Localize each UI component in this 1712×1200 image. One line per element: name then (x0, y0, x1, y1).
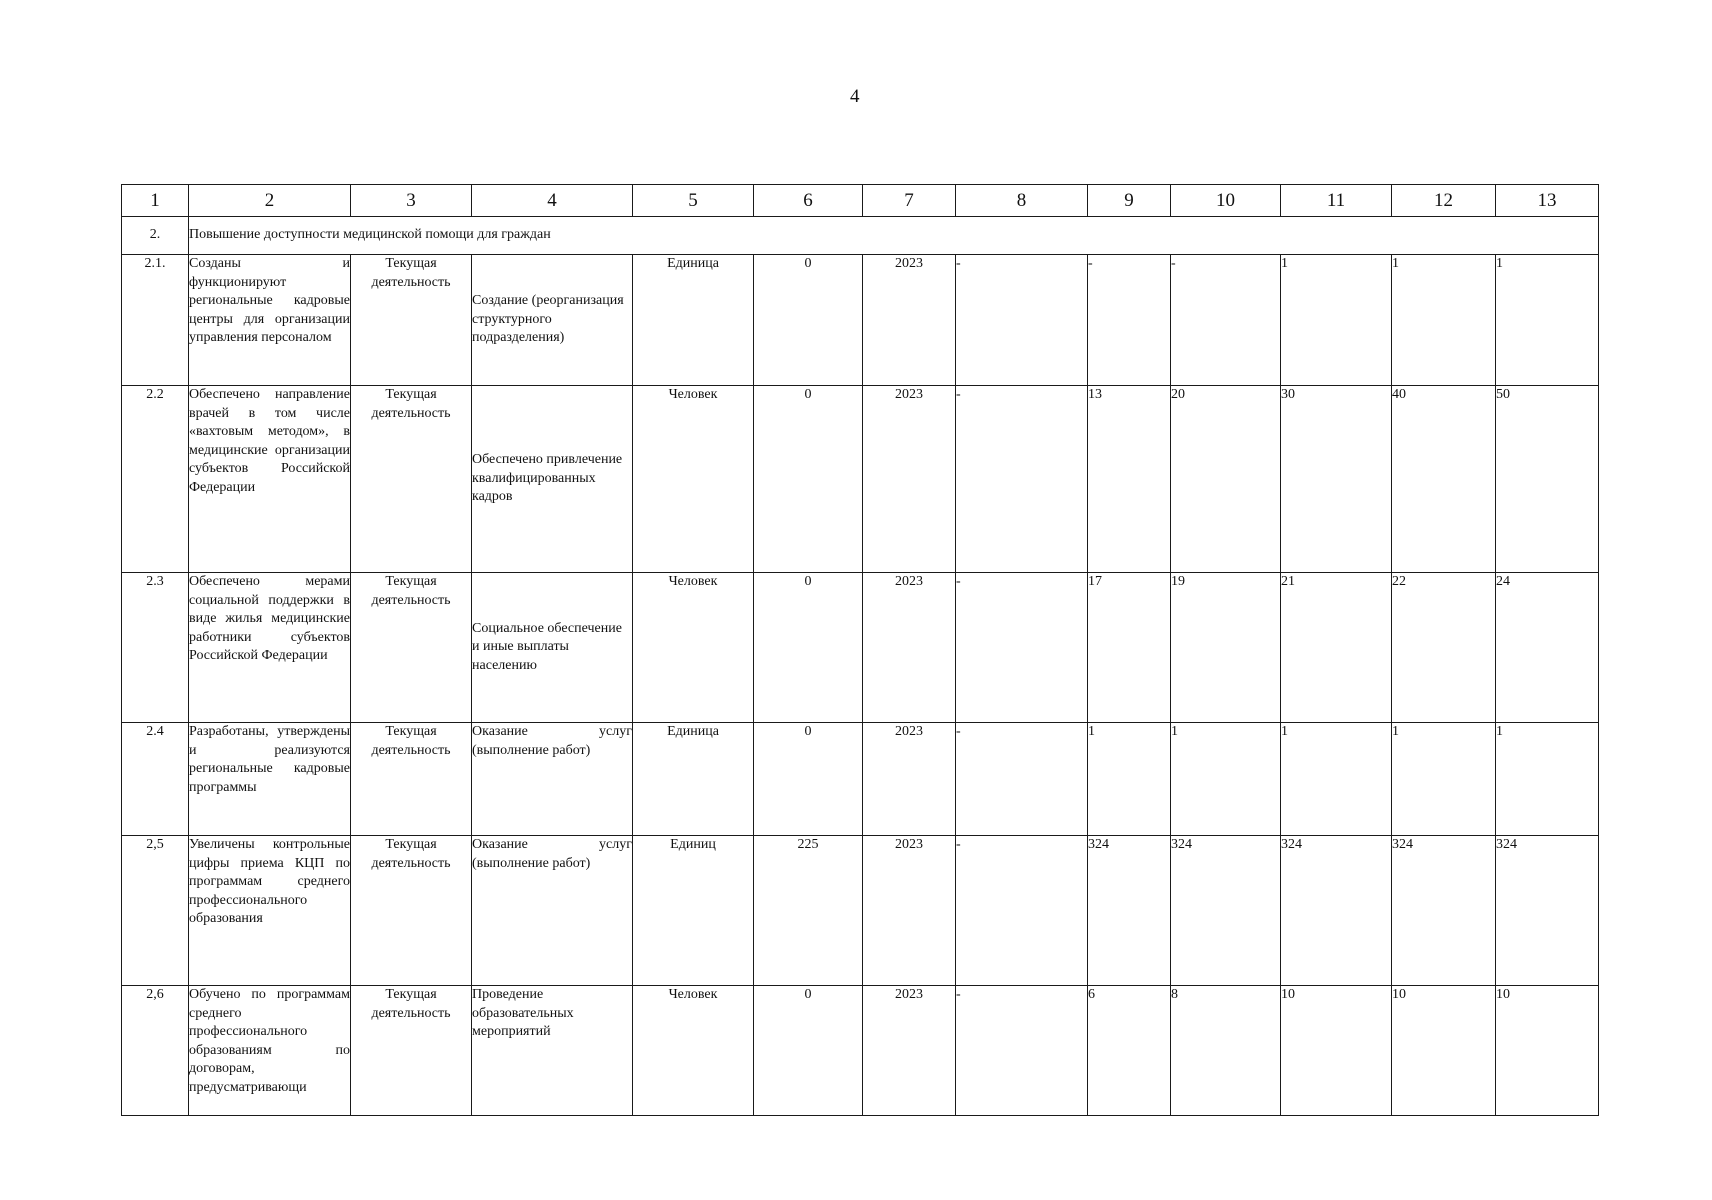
base-year: 2023 (863, 386, 956, 573)
value-cell: 1 (1281, 255, 1392, 386)
value-cell: 17 (1088, 573, 1171, 723)
value-cell: 1 (1392, 723, 1496, 836)
result-name: Разработаны, утверждены и реализуются региональные кадровые программы (189, 723, 351, 836)
value-cell: 30 (1281, 386, 1392, 573)
page-number: 4 (850, 86, 860, 107)
column-header: 5 (633, 185, 754, 217)
base-value: 0 (754, 255, 863, 386)
row-number: 2.1. (122, 255, 189, 386)
result-type: Оказание услуг (выполнение работ) (472, 836, 633, 986)
row-number: 2,6 (122, 986, 189, 1116)
column-header: 2 (189, 185, 351, 217)
unit: Человек (633, 386, 754, 573)
value-cell: 324 (1088, 836, 1171, 986)
base-year: 2023 (863, 573, 956, 723)
value-cell: 10 (1392, 986, 1496, 1116)
table-row (122, 986, 1599, 1116)
base-year: 2023 (863, 986, 956, 1116)
value-cell: 50 (1496, 386, 1599, 573)
column-header: 4 (472, 185, 633, 217)
value-cell: 40 (1392, 386, 1496, 573)
value-cell: - (956, 723, 1088, 836)
table-row (122, 386, 1599, 573)
value-cell: 1 (1496, 255, 1599, 386)
value-cell: - (1088, 255, 1171, 386)
result-name: Увеличены контрольные цифры приема КЦП по программам среднего профессионального образования (189, 836, 351, 986)
column-header: 12 (1392, 185, 1496, 217)
row-number: 2.2 (122, 386, 189, 573)
activity-type: Текущая деятельность (351, 836, 472, 986)
unit: Единиц (633, 836, 754, 986)
value-cell: 19 (1171, 573, 1281, 723)
table-row (122, 255, 1599, 386)
base-value: 0 (754, 573, 863, 723)
value-cell: 10 (1496, 986, 1599, 1116)
value-cell: 10 (1281, 986, 1392, 1116)
column-header: 7 (863, 185, 956, 217)
section-number: 2. (122, 217, 189, 255)
column-header: 1 (122, 185, 189, 217)
unit: Единица (633, 255, 754, 386)
value-cell: 21 (1281, 573, 1392, 723)
value-cell: 324 (1171, 836, 1281, 986)
value-cell: 24 (1496, 573, 1599, 723)
value-cell: - (956, 255, 1088, 386)
indicators-table (121, 184, 1599, 1116)
column-header: 9 (1088, 185, 1171, 217)
value-cell: - (956, 386, 1088, 573)
value-cell: 1 (1171, 723, 1281, 836)
section-title: Повышение доступности медицинской помощи для граждан (189, 217, 1599, 255)
base-value: 0 (754, 986, 863, 1116)
table-row (122, 573, 1599, 723)
column-number-row (122, 185, 1599, 217)
value-cell: - (956, 573, 1088, 723)
value-cell: 1 (1088, 723, 1171, 836)
column-header: 6 (754, 185, 863, 217)
result-type: Оказание услуг (выполнение работ) (472, 723, 633, 836)
activity-type: Текущая деятельность (351, 986, 472, 1116)
column-header: 3 (351, 185, 472, 217)
result-type: Обеспечено привлечение квалифицированных кадров (472, 386, 633, 573)
activity-type: Текущая деятельность (351, 386, 472, 573)
result-name: Обучено по программам среднего профессионального образованиям по договорам, предусматривающи (189, 986, 351, 1116)
result-type: Создание (реорганизация структурного подразделения) (472, 255, 633, 386)
unit: Человек (633, 573, 754, 723)
activity-type: Текущая деятельность (351, 573, 472, 723)
base-year: 2023 (863, 255, 956, 386)
column-header: 10 (1171, 185, 1281, 217)
value-cell: 324 (1281, 836, 1392, 986)
result-type: Социальное обеспечение и иные выплаты населению (472, 573, 633, 723)
value-cell: - (956, 986, 1088, 1116)
value-cell: - (956, 836, 1088, 986)
value-cell: 324 (1392, 836, 1496, 986)
base-year: 2023 (863, 723, 956, 836)
value-cell: - (1171, 255, 1281, 386)
column-header: 13 (1496, 185, 1599, 217)
result-name: Обеспечено направление врачей в том числе «вахтовым методом», в медицинские организации субъектов Российской Федерации (189, 386, 351, 573)
row-number: 2.3 (122, 573, 189, 723)
value-cell: 324 (1496, 836, 1599, 986)
value-cell: 22 (1392, 573, 1496, 723)
unit: Человек (633, 986, 754, 1116)
value-cell: 1 (1281, 723, 1392, 836)
value-cell: 1 (1392, 255, 1496, 386)
result-type: Проведение образовательных мероприятий (472, 986, 633, 1116)
base-value: 0 (754, 723, 863, 836)
value-cell: 1 (1496, 723, 1599, 836)
base-year: 2023 (863, 836, 956, 986)
result-name: Созданы и функционируют региональные кадровые центры для организации управления персоналом (189, 255, 351, 386)
unit: Единица (633, 723, 754, 836)
value-cell: 8 (1171, 986, 1281, 1116)
row-number: 2,5 (122, 836, 189, 986)
activity-type: Текущая деятельность (351, 723, 472, 836)
row-number: 2.4 (122, 723, 189, 836)
column-header: 11 (1281, 185, 1392, 217)
base-value: 0 (754, 386, 863, 573)
table-row (122, 836, 1599, 986)
table-row (122, 723, 1599, 836)
section-row (122, 217, 1599, 255)
column-header: 8 (956, 185, 1088, 217)
value-cell: 6 (1088, 986, 1171, 1116)
result-name: Обеспечено мерами социальной поддержки в виде жилья медицинские работники субъектов Российской Федерации (189, 573, 351, 723)
base-value: 225 (754, 836, 863, 986)
value-cell: 20 (1171, 386, 1281, 573)
activity-type: Текущая деятельность (351, 255, 472, 386)
value-cell: 13 (1088, 386, 1171, 573)
